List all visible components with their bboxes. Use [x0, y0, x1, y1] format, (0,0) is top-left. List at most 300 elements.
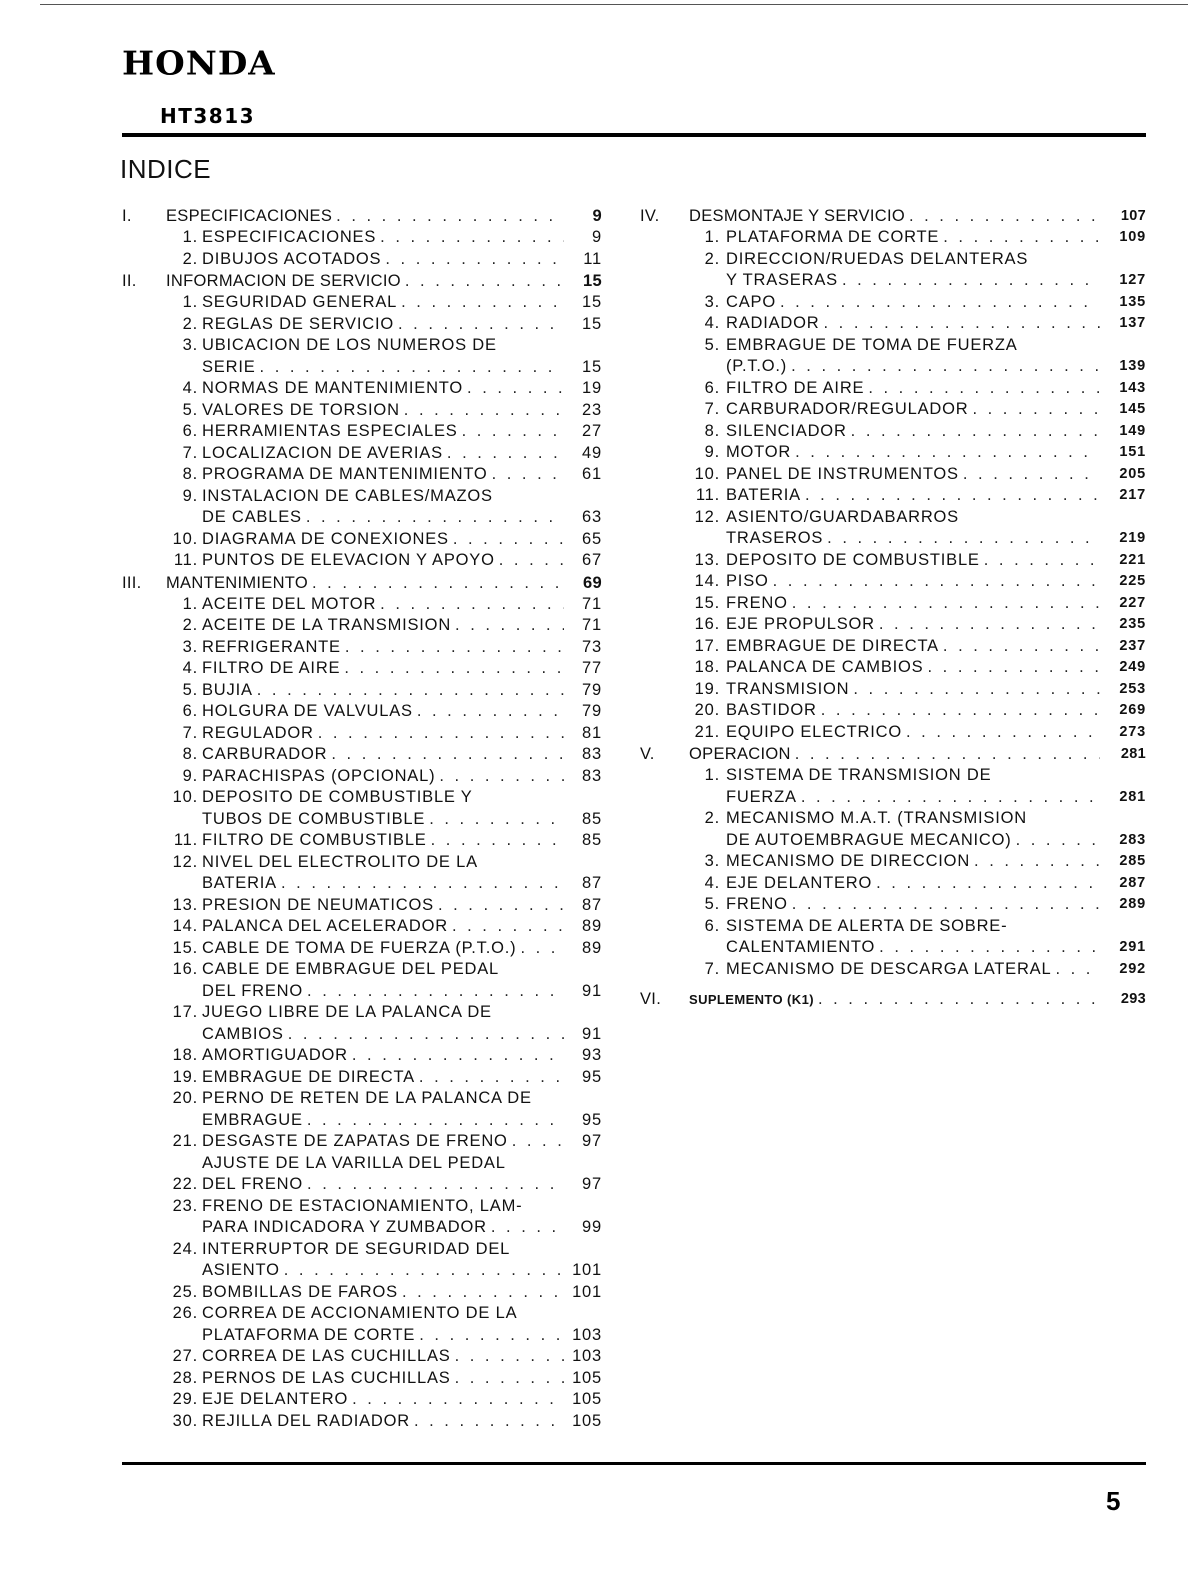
entry-title: REJILLA DEL RADIADOR — [202, 1411, 410, 1430]
section-numeral: IV. — [640, 207, 660, 225]
leader-dots — [512, 1131, 564, 1153]
leader-dots — [257, 680, 564, 702]
toc-entry[interactable] — [122, 1282, 612, 1304]
toc-entry[interactable] — [640, 700, 1148, 722]
entry-title: DEPOSITO DE COMBUSTIBLE — [726, 550, 980, 569]
page-ref: 281 — [1119, 788, 1146, 805]
toc-entry[interactable] — [640, 249, 1148, 271]
entry-text-wrap — [202, 658, 568, 680]
toc-entry[interactable] — [122, 938, 612, 960]
leader-dots — [306, 507, 564, 529]
toc-entry[interactable] — [122, 314, 612, 336]
entry-number: 8. — [704, 421, 720, 440]
page-ref: 61 — [582, 465, 602, 483]
entry-number: 20. — [694, 701, 720, 719]
page-ref: 95 — [582, 1067, 602, 1086]
toc-entry[interactable] — [122, 292, 612, 314]
entry-text-wrap — [726, 851, 1104, 873]
toc-entry[interactable] — [122, 1217, 612, 1239]
toc-section[interactable] — [122, 270, 612, 292]
leader-dots — [876, 873, 1100, 895]
entry-text-wrap — [202, 1024, 568, 1046]
entry-text-wrap — [166, 572, 568, 594]
toc-section[interactable] — [640, 743, 1148, 765]
entry-title: MECANISMO DE DESCARGA LATERAL — [726, 959, 1052, 978]
page-ref: 135 — [1119, 293, 1146, 310]
page-ref: 93 — [582, 1046, 602, 1064]
toc-entry[interactable] — [122, 873, 612, 895]
toc-entry[interactable] — [122, 1110, 612, 1132]
toc-entry[interactable] — [122, 637, 612, 659]
toc-entry[interactable] — [122, 507, 612, 529]
entry-title: SISTEMA DE ALERTA DE SOBRE- — [726, 916, 1008, 935]
toc-entry[interactable] — [640, 528, 1148, 550]
page-ref: 205 — [1119, 465, 1146, 482]
entry-title: CAMBIOS — [202, 1024, 284, 1043]
page-ref: 15 — [582, 293, 602, 311]
page-ref: 105 — [572, 1390, 602, 1408]
toc-entry[interactable] — [122, 981, 612, 1003]
toc-entry[interactable] — [122, 421, 612, 443]
entry-text-wrap — [202, 1346, 568, 1368]
toc-entry[interactable] — [122, 1153, 612, 1175]
entry-text-wrap — [166, 270, 568, 292]
toc-entry[interactable] — [122, 830, 612, 852]
entry-text-wrap — [726, 270, 1104, 292]
leader-dots — [780, 292, 1100, 314]
toc-entry[interactable] — [640, 636, 1148, 658]
toc-entry[interactable] — [122, 701, 612, 723]
toc-entry[interactable] — [640, 270, 1148, 292]
toc-entry[interactable] — [640, 808, 1148, 830]
page-ref: 291 — [1119, 939, 1146, 955]
header-rule — [122, 133, 1146, 137]
toc-entry[interactable] — [122, 766, 612, 788]
entry-title: ESPECIFICACIONES — [202, 228, 377, 246]
entry-number: 12. — [694, 507, 720, 526]
entry-text-wrap — [202, 830, 568, 852]
toc-entry[interactable] — [640, 292, 1148, 314]
entry-title: REGLAS DE SERVICIO — [202, 314, 394, 333]
entry-title: CABLE DE TOMA DE FUERZA (P.T.O.) — [202, 938, 517, 957]
entry-number: 1. — [704, 766, 720, 784]
page-ref: 225 — [1119, 573, 1146, 589]
toc-entry[interactable] — [122, 852, 612, 874]
leader-dots — [773, 571, 1100, 593]
entry-title: AMORTIGUADOR — [202, 1046, 348, 1064]
entry-number: 2. — [182, 616, 198, 634]
toc-entry[interactable] — [640, 657, 1148, 679]
leader-dots — [499, 550, 564, 572]
entry-number: 14. — [172, 917, 198, 935]
leader-dots — [307, 981, 564, 1003]
entry-text-wrap — [202, 314, 568, 336]
entry-text-wrap — [202, 615, 568, 637]
entry-title: SERIE — [202, 357, 256, 376]
toc-entry[interactable] — [122, 249, 612, 271]
page-ref: 289 — [1119, 896, 1146, 912]
entry-text-wrap — [202, 227, 568, 249]
leader-dots — [455, 615, 564, 637]
page-ref: 143 — [1119, 379, 1146, 396]
entry-text-wrap — [202, 357, 568, 379]
entry-text-wrap — [202, 744, 568, 766]
entry-text-wrap — [689, 205, 1104, 227]
toc-entry[interactable] — [640, 830, 1148, 852]
entry-title: AJUSTE DE LA VARILLA DEL PEDAL — [202, 1153, 506, 1172]
page-ref: 101 — [572, 1261, 602, 1279]
toc-entry[interactable] — [122, 1067, 612, 1089]
page-ref: 103 — [572, 1325, 602, 1344]
toc-entry[interactable] — [122, 787, 612, 809]
entry-text-wrap — [202, 723, 568, 745]
entry-title: DIAGRAMA DE CONEXIONES — [202, 529, 449, 548]
entry-text-wrap — [202, 1239, 510, 1261]
toc-entry[interactable] — [640, 550, 1148, 572]
entry-text-wrap — [726, 571, 1104, 593]
entry-text-wrap — [726, 464, 1104, 486]
section-title: INFORMACION DE SERVICIO — [166, 272, 401, 290]
page-ref: 97 — [582, 1175, 602, 1193]
toc-entry[interactable] — [640, 378, 1148, 400]
entry-number: 9. — [182, 486, 198, 505]
entry-title: PERNO DE RETEN DE LA PALANCA DE — [202, 1089, 532, 1107]
leader-dots — [344, 658, 564, 680]
entry-number: 4. — [704, 314, 720, 332]
entry-title: CORREA DE LAS CUCHILLAS — [202, 1347, 451, 1365]
page-ref: 281 — [1120, 746, 1146, 762]
toc-entry[interactable] — [640, 959, 1148, 981]
page-ref: 89 — [582, 938, 602, 957]
leader-dots — [284, 1260, 564, 1282]
toc-entry[interactable] — [640, 722, 1148, 744]
entry-title: BUJIA — [202, 680, 253, 699]
leader-dots — [805, 485, 1100, 507]
toc-entry[interactable] — [640, 313, 1148, 335]
page-ref: 83 — [582, 766, 602, 785]
toc-entry[interactable] — [122, 1411, 612, 1433]
entry-number: 15. — [172, 938, 198, 957]
entry-title: BATERIA — [202, 874, 277, 892]
toc-entry[interactable] — [640, 851, 1148, 873]
toc-entry[interactable] — [640, 916, 1148, 938]
leader-dots — [439, 766, 564, 788]
page-ref: 9 — [592, 228, 602, 246]
leader-dots — [380, 594, 564, 616]
entry-number: 16. — [172, 960, 198, 978]
toc-entry[interactable] — [122, 464, 612, 486]
section-title: OPERACION — [689, 745, 791, 763]
entry-number: 24. — [172, 1239, 198, 1258]
leader-dots — [972, 399, 1100, 421]
page-ref: 11 — [583, 249, 602, 268]
toc-entry[interactable] — [640, 614, 1148, 636]
entry-number: 3. — [704, 852, 720, 870]
entry-text-wrap — [726, 787, 1104, 809]
entry-text-wrap — [202, 938, 568, 960]
leader-dots — [824, 313, 1101, 335]
entry-number: 10. — [694, 464, 720, 483]
toc-entry[interactable] — [640, 873, 1148, 895]
entry-title: PANEL DE INSTRUMENTOS — [726, 464, 959, 483]
entry-title: RADIADOR — [726, 314, 820, 332]
page-ref: 71 — [582, 616, 602, 634]
leader-dots — [868, 378, 1100, 400]
toc-entry[interactable] — [122, 594, 612, 616]
entry-title: EJE PROPULSOR — [726, 615, 875, 633]
entry-text-wrap — [202, 464, 568, 486]
toc-entry[interactable] — [640, 442, 1148, 464]
leader-dots — [974, 851, 1100, 873]
leader-dots — [380, 227, 564, 249]
entry-number: 10. — [172, 529, 198, 548]
entry-text-wrap — [726, 507, 959, 529]
entry-title: EMBRAGUE DE TOMA DE FUERZA — [726, 335, 1018, 354]
toc-entry[interactable] — [640, 937, 1148, 959]
entry-number: 11. — [695, 486, 720, 504]
toc-entry[interactable] — [122, 1389, 612, 1411]
entry-text-wrap — [202, 400, 568, 422]
leader-dots — [963, 464, 1100, 486]
toc-entry[interactable] — [122, 744, 612, 766]
page-ref: 105 — [572, 1368, 602, 1387]
toc-entry[interactable] — [122, 680, 612, 702]
toc-entry[interactable] — [122, 400, 612, 422]
toc-entry[interactable] — [122, 1196, 612, 1218]
toc-entry[interactable] — [122, 895, 612, 917]
entry-number: 11. — [173, 831, 198, 849]
entry-text-wrap — [726, 249, 1028, 271]
toc-entry[interactable] — [122, 357, 612, 379]
toc-entry[interactable] — [640, 894, 1148, 916]
entry-number: 5. — [704, 895, 720, 913]
toc-entry[interactable] — [122, 615, 612, 637]
entry-number: 30. — [172, 1411, 198, 1430]
leader-dots — [260, 357, 564, 379]
leader-dots — [879, 614, 1100, 636]
entry-number: 27. — [172, 1347, 198, 1365]
toc-entry[interactable] — [640, 356, 1148, 378]
toc-section[interactable] — [640, 988, 1148, 1010]
toc-entry[interactable] — [122, 1024, 612, 1046]
entry-title: FUERZA — [726, 787, 797, 806]
page-ref: 139 — [1119, 358, 1146, 374]
toc-entry[interactable] — [122, 1088, 612, 1110]
entry-text-wrap — [202, 550, 568, 572]
toc-entry[interactable] — [122, 529, 612, 551]
entry-number: 1. — [704, 228, 720, 246]
entry-text-wrap — [202, 421, 568, 443]
toc-entry[interactable] — [640, 421, 1148, 443]
entry-title: FILTRO DE AIRE — [726, 378, 865, 397]
toc-entry[interactable] — [122, 1174, 612, 1196]
entry-text-wrap — [202, 1002, 492, 1024]
toc-entry[interactable] — [122, 809, 612, 831]
toc-entry[interactable] — [640, 399, 1148, 421]
leader-dots — [452, 916, 564, 938]
entry-text-wrap — [202, 1217, 568, 1239]
page-ref: 23 — [582, 400, 602, 419]
toc-section[interactable] — [122, 205, 612, 227]
entry-text-wrap — [202, 852, 478, 874]
toc-entry[interactable] — [122, 959, 612, 981]
entry-text-wrap — [202, 529, 568, 551]
page-ref: 87 — [582, 895, 602, 914]
entry-number: 26. — [172, 1304, 198, 1322]
leader-dots — [853, 679, 1100, 701]
entry-number: 13. — [172, 895, 198, 914]
entry-title: FILTRO DE AIRE — [202, 659, 341, 677]
leader-dots — [352, 1045, 564, 1067]
page-ref: 145 — [1119, 401, 1146, 417]
entry-title: REGULADOR — [202, 723, 314, 742]
entry-text-wrap — [202, 701, 568, 723]
entry-text-wrap — [202, 1045, 568, 1067]
entry-text-wrap — [726, 335, 1018, 357]
page-ref: 109 — [1119, 229, 1146, 245]
leader-dots — [906, 722, 1100, 744]
page-ref: 15 — [583, 272, 602, 290]
entry-text-wrap — [202, 335, 497, 357]
entry-text-wrap — [726, 399, 1104, 421]
entry-number: 6. — [704, 916, 720, 935]
page-ref: 137 — [1119, 315, 1146, 331]
entry-title: PALANCA DE CAMBIOS — [726, 658, 924, 676]
toc-entry[interactable] — [122, 1045, 612, 1067]
leader-dots — [1016, 830, 1100, 852]
leader-dots — [827, 528, 1100, 550]
entry-text-wrap — [726, 894, 1104, 916]
entry-number: 3. — [182, 637, 198, 656]
leader-dots — [401, 292, 564, 314]
toc-entry[interactable] — [640, 464, 1148, 486]
toc-entry[interactable] — [122, 335, 612, 357]
leader-dots — [842, 270, 1100, 292]
toc-entry[interactable] — [122, 1239, 612, 1261]
entry-title: DEL FRENO — [202, 981, 304, 1000]
entry-number: 29. — [172, 1390, 198, 1408]
leader-dots — [288, 1024, 564, 1046]
entry-text-wrap — [726, 937, 1104, 959]
section-numeral: V. — [640, 745, 655, 763]
entry-title: REFRIGERANTE — [202, 637, 341, 656]
entry-title: FRENO DE ESTACIONAMIENTO, LAM- — [202, 1196, 523, 1215]
entry-number: 5. — [704, 335, 720, 354]
entry-title: UBICACION DE LOS NUMEROS DE — [202, 336, 497, 354]
entry-number: 19. — [694, 679, 720, 698]
toc-right-column — [640, 205, 1148, 1010]
leader-dots — [801, 787, 1100, 809]
toc-entry[interactable] — [640, 335, 1148, 357]
entry-number: 10. — [172, 788, 198, 806]
toc-entry[interactable] — [122, 1131, 612, 1153]
entry-text-wrap — [202, 1067, 568, 1089]
toc-entry[interactable] — [122, 1346, 612, 1368]
entry-title: MOTOR — [726, 443, 792, 461]
page-ref: 87 — [582, 874, 602, 892]
entry-number: 6. — [182, 422, 198, 440]
page-ref: 283 — [1119, 831, 1146, 848]
leader-dots — [943, 636, 1100, 658]
entry-number: 9. — [182, 766, 198, 785]
toc-section[interactable] — [640, 205, 1148, 227]
toc-entry[interactable] — [122, 1303, 612, 1325]
entry-number: 6. — [704, 378, 720, 397]
entry-text-wrap — [726, 959, 1104, 981]
page-ref: 19 — [582, 379, 602, 397]
toc-entry[interactable] — [122, 1368, 612, 1390]
toc-entry[interactable] — [122, 723, 612, 745]
toc-entry[interactable] — [640, 787, 1148, 809]
leader-dots — [927, 657, 1100, 679]
toc-entry[interactable] — [122, 658, 612, 680]
entry-text-wrap — [689, 988, 1104, 1011]
toc-entry[interactable] — [122, 1325, 612, 1347]
toc-entry[interactable] — [122, 916, 612, 938]
entry-number: 8. — [182, 745, 198, 763]
entry-title: MECANISMO DE DIRECCION — [726, 852, 971, 870]
entry-title: JUEGO LIBRE DE LA PALANCA DE — [202, 1003, 492, 1021]
entry-text-wrap — [202, 1303, 517, 1325]
entry-title: PRESION DE NEUMATICOS — [202, 895, 434, 914]
toc-entry[interactable] — [122, 1002, 612, 1024]
entry-title: FRENO — [726, 895, 788, 913]
leader-dots — [385, 249, 564, 271]
leader-dots — [336, 205, 564, 227]
leader-dots — [455, 1368, 564, 1390]
entry-number: 3. — [704, 292, 720, 311]
page-ref: 9 — [592, 207, 602, 225]
section-numeral: III. — [122, 573, 142, 592]
page-ref: 49 — [582, 443, 602, 462]
entry-number: 12. — [172, 852, 198, 871]
leader-dots — [818, 988, 1100, 1010]
entry-title: TRASEROS — [726, 529, 824, 547]
toc-entry[interactable] — [122, 378, 612, 400]
entry-title: EQUIPO ELECTRICO — [726, 722, 902, 741]
toc-entry[interactable] — [122, 227, 612, 249]
toc-entry[interactable] — [122, 1260, 612, 1282]
leader-dots — [879, 937, 1100, 959]
leader-dots — [520, 938, 564, 960]
entry-text-wrap — [202, 787, 473, 809]
toc-entry[interactable] — [640, 507, 1148, 529]
toc-entry[interactable] — [640, 485, 1148, 507]
entry-number: 5. — [182, 680, 198, 699]
entry-number: 16. — [694, 615, 720, 633]
toc-entry[interactable] — [640, 571, 1148, 593]
leader-dots — [318, 723, 564, 745]
toc-entry[interactable] — [122, 550, 612, 572]
page-ref: 293 — [1120, 991, 1146, 1007]
toc-entry[interactable] — [122, 443, 612, 465]
toc-entry[interactable] — [640, 593, 1148, 615]
toc-entry[interactable] — [640, 227, 1148, 249]
entry-text-wrap — [202, 378, 568, 400]
page-ref: 103 — [572, 1347, 602, 1365]
entry-text-wrap — [726, 442, 1104, 464]
entry-title: PISO — [726, 572, 769, 590]
toc-entry[interactable] — [640, 765, 1148, 787]
leader-dots — [281, 873, 564, 895]
leader-dots — [447, 443, 564, 465]
toc-entry[interactable] — [122, 486, 612, 508]
toc-section[interactable] — [122, 572, 612, 594]
toc-entry[interactable] — [640, 679, 1148, 701]
entry-title: NORMAS DE MANTENIMIENTO — [202, 379, 464, 397]
entry-title: PALANCA DEL ACELERADOR — [202, 917, 448, 935]
page-ref: 95 — [582, 1110, 602, 1129]
